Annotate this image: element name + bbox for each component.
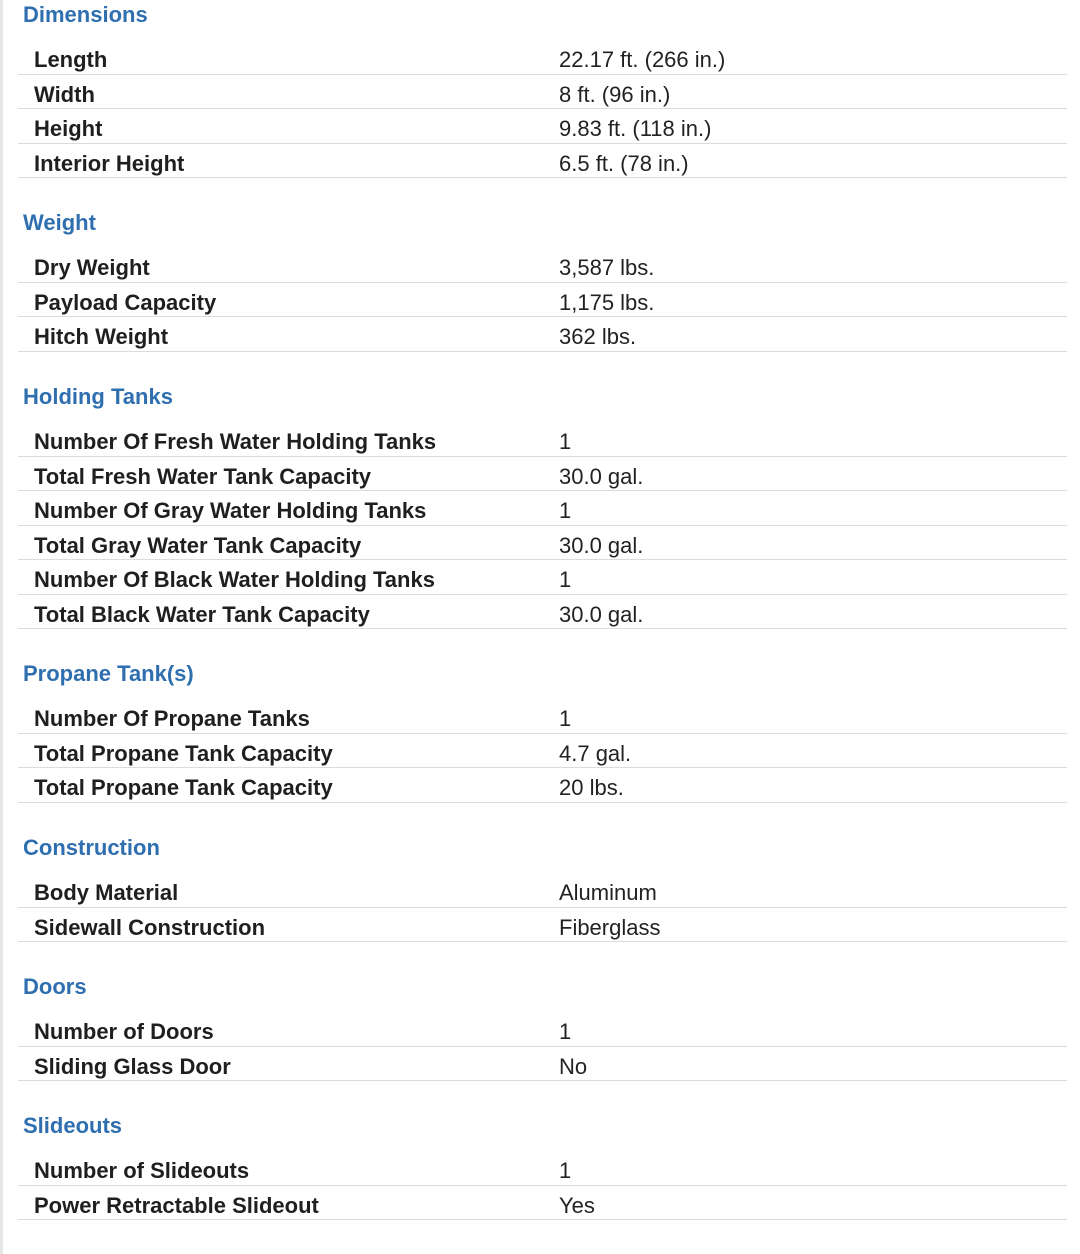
spec-row — [18, 595, 1067, 630]
spec-label: Total Black Water Tank Capacity — [34, 601, 370, 627]
section-title: Slideouts — [23, 1113, 123, 1138]
spec-label: Total Fresh Water Tank Capacity — [34, 463, 372, 489]
spec-value: 1 — [559, 706, 572, 731]
section-title: Weight — [23, 210, 96, 235]
spec-table — [18, 248, 1067, 352]
spec-row — [18, 422, 1067, 457]
spec-label: Number Of Propane Tanks — [34, 706, 310, 731]
spec-value: 1 — [559, 429, 572, 454]
spec-value: 30.0 gal. — [559, 532, 644, 558]
spec-row — [18, 144, 1067, 179]
spec-value: 4.7 gal. — [559, 740, 632, 766]
spec-value: 30.0 gal. — [559, 601, 644, 627]
spec-label: Sliding Glass Door — [34, 1053, 231, 1079]
spec-value: 1 — [559, 1158, 572, 1183]
section-weight — [0, 208, 1080, 352]
spec-table — [18, 873, 1067, 942]
spec-row — [18, 317, 1067, 352]
spec-row — [18, 699, 1067, 734]
section-title: Propane Tank(s) — [23, 661, 194, 686]
spec-table — [18, 1151, 1067, 1220]
section-propane-tanks — [0, 659, 1080, 803]
spec-label: Total Propane Tank Capacity — [34, 740, 333, 766]
spec-value: Aluminum — [559, 880, 657, 905]
spec-value: 1 — [559, 567, 572, 592]
spec-row — [18, 40, 1067, 75]
spec-label: Number Of Fresh Water Holding Tanks — [34, 429, 437, 454]
section-dimensions — [0, 0, 1080, 178]
spec-value: No — [559, 1053, 588, 1079]
spec-label: Width — [34, 81, 95, 107]
spec-value: 1 — [559, 1019, 572, 1044]
spec-value: Fiberglass — [559, 914, 661, 940]
spec-value: 9.83 ft. (118 in.) — [559, 116, 712, 141]
spec-label: Length — [34, 47, 108, 72]
spec-label: Total Gray Water Tank Capacity — [34, 532, 362, 558]
spec-label: Total Propane Tank Capacity — [34, 775, 333, 800]
section-slideouts — [0, 1111, 1080, 1220]
spec-value: 362 lbs. — [559, 324, 637, 349]
spec-row — [18, 1186, 1067, 1221]
spec-label: Number Of Gray Water Holding Tanks — [34, 498, 427, 523]
spec-label: Payload Capacity — [34, 289, 217, 315]
spec-row — [18, 734, 1067, 769]
spec-row — [18, 873, 1067, 908]
spec-table — [18, 40, 1067, 178]
spec-value: 22.17 ft. (266 in.) — [559, 47, 726, 72]
spec-row — [18, 1012, 1067, 1047]
spec-value: 30.0 gal. — [559, 463, 644, 489]
spec-value: 3,587 lbs. — [559, 255, 655, 280]
spec-value: Yes — [559, 1192, 595, 1218]
spec-row — [18, 75, 1067, 110]
spec-row — [18, 526, 1067, 561]
spec-value: 20 lbs. — [559, 775, 624, 800]
section-title: Holding Tanks — [23, 384, 173, 409]
spec-label: Interior Height — [34, 150, 185, 176]
spec-label: Number Of Black Water Holding Tanks — [34, 567, 435, 592]
spec-label: Power Retractable Slideout — [34, 1192, 319, 1218]
spec-row — [18, 908, 1067, 943]
section-holding-tanks — [0, 382, 1080, 629]
spec-row — [18, 109, 1067, 144]
spec-value: 6.5 ft. (78 in.) — [559, 150, 689, 176]
spec-label: Body Material — [34, 880, 179, 905]
spec-label: Number of Slideouts — [34, 1158, 250, 1183]
spec-row — [18, 560, 1067, 595]
section-doors — [0, 972, 1080, 1081]
spec-row — [18, 1047, 1067, 1082]
section-title: Construction — [23, 835, 160, 860]
spec-row — [18, 768, 1067, 803]
spec-value: 1,175 lbs. — [559, 289, 655, 315]
section-title: Dimensions — [23, 2, 148, 27]
spec-label: Dry Weight — [34, 255, 150, 280]
spec-table — [18, 422, 1067, 629]
spec-label: Hitch Weight — [34, 324, 169, 349]
section-title: Doors — [23, 974, 87, 999]
spec-table — [18, 699, 1067, 803]
spec-value: 8 ft. (96 in.) — [559, 81, 671, 107]
spec-row — [18, 283, 1067, 318]
section-construction — [0, 833, 1080, 942]
spec-label: Number of Doors — [34, 1019, 214, 1044]
spec-label: Sidewall Construction — [34, 914, 266, 940]
spec-row — [18, 491, 1067, 526]
spec-row — [18, 457, 1067, 492]
spec-table — [18, 1012, 1067, 1081]
spec-row — [18, 1151, 1067, 1186]
spec-value: 1 — [559, 498, 572, 523]
spec-row — [18, 248, 1067, 283]
spec-label: Height — [34, 116, 103, 141]
